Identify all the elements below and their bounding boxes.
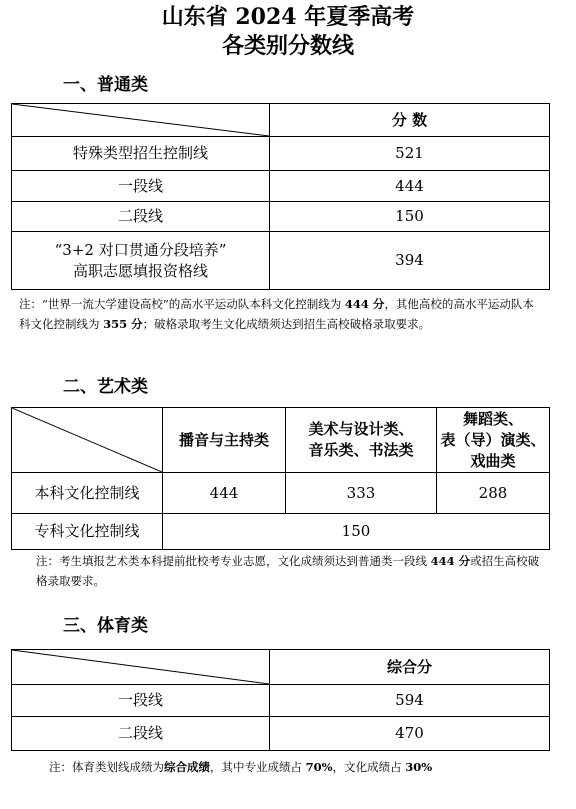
row-label: 本科文化控制线 <box>12 473 163 514</box>
row-value: 333 <box>286 473 437 514</box>
section2-note <box>36 551 542 591</box>
note-bold: 综合成绩 <box>164 760 210 774</box>
row-label: 特殊类型招生控制线 <box>12 137 270 171</box>
row-value: 444 <box>270 171 550 202</box>
column-header-score: 分 数 <box>270 104 550 137</box>
row-value: 470 <box>270 717 550 751</box>
table-row <box>12 473 550 514</box>
note-text: ，其他高校的高水平运动队本科文化控制线为 <box>19 297 534 331</box>
header-line: 舞蹈类、 <box>462 409 523 428</box>
row-label: 一段线 <box>12 685 270 717</box>
note-text: ，其中专业成绩占 <box>210 760 306 774</box>
note-bold: 444 分 <box>344 297 385 311</box>
art-score-table <box>11 407 550 550</box>
table-row <box>12 685 550 717</box>
diagonal-header-cell <box>12 408 163 473</box>
column-header-broadcasting: 播音与主持类 <box>163 408 286 473</box>
note-text: 注：体育类划线成绩为 <box>49 760 164 774</box>
page-title: 山东省 2024 年夏季高考 <box>161 4 415 30</box>
table-row <box>12 717 550 751</box>
note-text: 注：考生填报艺术类本科提前批校考专业志愿，文化成绩须达到普通类一段线 <box>36 554 431 568</box>
column-header-fine-arts <box>286 408 437 473</box>
general-score-table <box>11 103 550 290</box>
row-label-line2: 高职志愿填报资格线 <box>72 261 208 280</box>
row-value: 150 <box>163 514 550 550</box>
header-line: 音乐类、书法类 <box>308 441 414 459</box>
column-header-dance <box>437 408 550 473</box>
table-row <box>12 171 550 202</box>
diagonal-header-cell <box>12 650 270 685</box>
table-row <box>12 202 550 232</box>
row-label: 二段线 <box>12 717 270 751</box>
note-text: ；破格录取考生文化成绩须达到招生高校破格录取要求。 <box>142 317 431 331</box>
table-row <box>12 137 550 171</box>
diagonal-line <box>12 408 162 472</box>
sports-score-table <box>11 649 550 751</box>
note-bold: 444 分 <box>430 554 471 568</box>
section-heading-sports: 三、体育类 <box>63 616 148 636</box>
note-bold: 355 分 <box>103 317 143 331</box>
table-row <box>12 232 550 290</box>
diagonal-header-cell <box>12 104 270 137</box>
header-line: 表（导）演类、 <box>440 430 546 449</box>
row-label <box>12 232 270 290</box>
row-label: 一段线 <box>12 171 270 202</box>
header-line: 戏曲类 <box>470 451 516 470</box>
row-value: 444 <box>163 473 286 514</box>
row-label-line1: “3+2 对口贯通分段培养” <box>54 240 227 259</box>
row-label: 专科文化控制线 <box>12 514 163 550</box>
row-value: 394 <box>270 232 550 290</box>
note-text: 或招生高校破格录取要求。 <box>36 554 540 588</box>
row-value: 288 <box>437 473 550 514</box>
section-heading-art: 二、艺术类 <box>63 377 148 397</box>
note-bold: 70% <box>305 760 333 774</box>
diagonal-line <box>12 650 269 684</box>
column-header-composite: 综合分 <box>270 650 550 685</box>
header-line: 美术与设计类、 <box>308 420 414 438</box>
section3-note <box>49 757 549 777</box>
table-row <box>12 514 550 550</box>
diagonal-line <box>12 104 269 136</box>
row-label: 二段线 <box>12 202 270 232</box>
note-bold: 30% <box>405 760 433 774</box>
page-subtitle: 各类别分数线 <box>221 33 354 59</box>
section-heading-general: 一、普通类 <box>63 75 148 95</box>
note-text: ，文化成绩占 <box>332 760 406 774</box>
note-text: 注：“世界一流大学建设高校”的高水平运动队本科文化控制线为 <box>19 297 345 311</box>
row-value: 594 <box>270 685 550 717</box>
section1-note <box>19 294 542 334</box>
row-value: 521 <box>270 137 550 171</box>
row-value: 150 <box>270 202 550 232</box>
